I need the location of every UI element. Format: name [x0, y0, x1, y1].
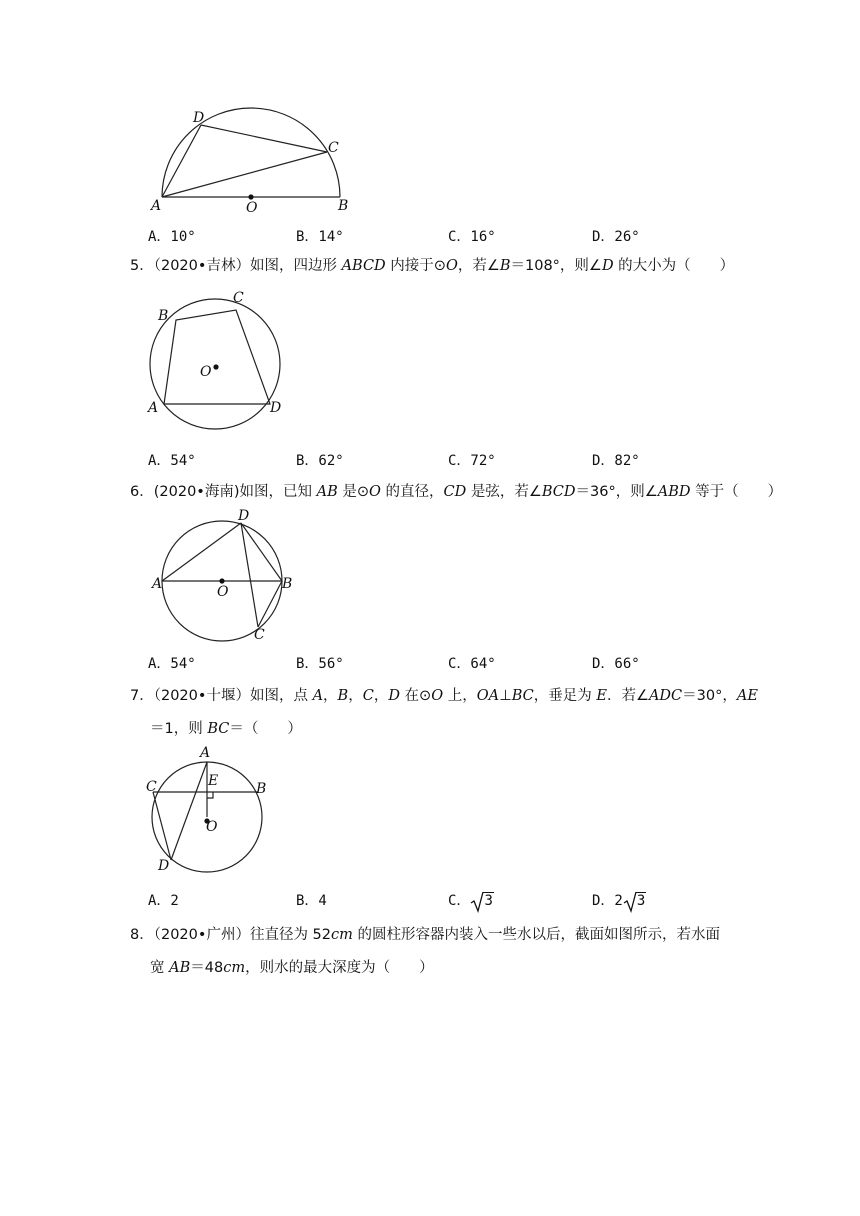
q5-label-b: B: [158, 308, 169, 324]
q7-label-c: C: [146, 779, 157, 795]
q6-option-d[interactable]: D．66°: [592, 656, 640, 672]
q7-stem-line2: ＝1，则 BC＝（ ）: [150, 721, 302, 737]
q4-option-c[interactable]: C．16°: [448, 229, 496, 245]
q7-option-a[interactable]: A．2: [148, 893, 179, 909]
q4-label-d: D: [193, 110, 205, 126]
q8-stem-line1: 8．（2020•广州）往直径为 52cm 的圆柱形容器内装入一些水以后，截面如图所示，若水面: [130, 927, 720, 943]
q7-label-o: O: [206, 819, 218, 835]
q5-label-c: C: [233, 290, 244, 306]
q7-option-d[interactable]: D．2 3: [592, 893, 646, 909]
q6-number: 6．: [130, 484, 154, 500]
q5-quadrilateral-abcd: [164, 310, 270, 404]
q6-stem: 6．(2020•海南)如图，已知 AB 是⊙O 的直径，CD 是弦，若∠BCD＝36°，则∠ABD 等于（ ）: [130, 484, 783, 500]
q7-right-angle-mark: [207, 792, 213, 798]
q5-option-c[interactable]: C．72°: [448, 453, 496, 469]
q8-stem-line2: 宽 AB＝48cm，则水的最大深度为（ ）: [150, 960, 434, 976]
q7-option-d-sqrt: 3: [623, 893, 646, 909]
q6-label-a: A: [152, 576, 163, 592]
q4-label-a: A: [151, 198, 162, 214]
q7-label-d: D: [158, 858, 170, 873]
q4-figure: [140, 100, 370, 220]
q6-source: (2020•海南): [153, 484, 240, 500]
q5-option-a[interactable]: A．54°: [148, 453, 196, 469]
q6-chord-bc: [258, 581, 282, 627]
q7-figure: [140, 745, 280, 873]
q4-center-dot: [248, 194, 253, 199]
q4-chord-ac: [162, 152, 327, 197]
q5-figure: [140, 288, 300, 438]
q6-chord-db: [241, 523, 282, 581]
q7-option-c[interactable]: C． 3: [448, 893, 493, 909]
q7-option-c-sqrt: 3: [470, 893, 493, 909]
q5-label-a: A: [148, 400, 159, 416]
q5-center-dot: [213, 364, 218, 369]
q6-option-c[interactable]: C．64°: [448, 656, 496, 672]
q4-label-c: C: [328, 140, 339, 156]
q7-chord-ad: [171, 762, 207, 860]
q4-option-d[interactable]: D．26°: [592, 229, 640, 245]
q7-source: （2020•十堰）: [153, 688, 250, 704]
q4-label-b: B: [338, 198, 349, 214]
q7-label-e: E: [208, 773, 219, 789]
q5-label-d: D: [270, 400, 282, 416]
q6-figure: [140, 508, 310, 648]
q6-option-b[interactable]: B．56°: [296, 656, 344, 672]
q7-label-b: B: [256, 781, 267, 797]
q6-label-d: D: [238, 508, 250, 524]
q5-option-d[interactable]: D．82°: [592, 453, 640, 469]
q7-number: 7．: [130, 688, 154, 704]
q5-number: 5．: [130, 258, 154, 274]
q6-center-dot: [219, 578, 224, 583]
q8-source: （2020•广州）: [153, 927, 250, 943]
q5-stem: 5．（2020•吉林）如图，四边形 ABCD 内接于⊙O，若∠B＝108°，则∠D 的大小为（ ）: [130, 258, 735, 274]
q8-number: 8．: [130, 927, 154, 943]
q6-label-b: B: [282, 576, 293, 592]
q6-label-o: O: [217, 584, 229, 600]
q6-chord-dc: [241, 523, 258, 627]
q5-source: （2020•吉林）: [153, 258, 250, 274]
q7-label-a: A: [200, 745, 211, 761]
q5-label-o: O: [200, 364, 212, 380]
q6-option-a[interactable]: A．54°: [148, 656, 196, 672]
q6-label-c: C: [254, 627, 265, 643]
q7-chord-cd: [153, 792, 171, 860]
q4-option-a[interactable]: A．10°: [148, 229, 196, 245]
q7-stem-line1: 7．（2020•十堰）如图，点 A，B，C，D 在⊙O 上，OA⊥BC，垂足为 E．若∠ADC＝30°，AE: [130, 688, 758, 704]
q4-option-b[interactable]: B．14°: [296, 229, 344, 245]
q7-option-b[interactable]: B．4: [296, 893, 327, 909]
q4-chord-ad: [162, 125, 201, 197]
q4-label-o: O: [246, 200, 258, 216]
q6-chord-ad: [162, 523, 241, 581]
q4-semicircle-arc: [162, 108, 340, 197]
q5-option-b[interactable]: B．62°: [296, 453, 344, 469]
